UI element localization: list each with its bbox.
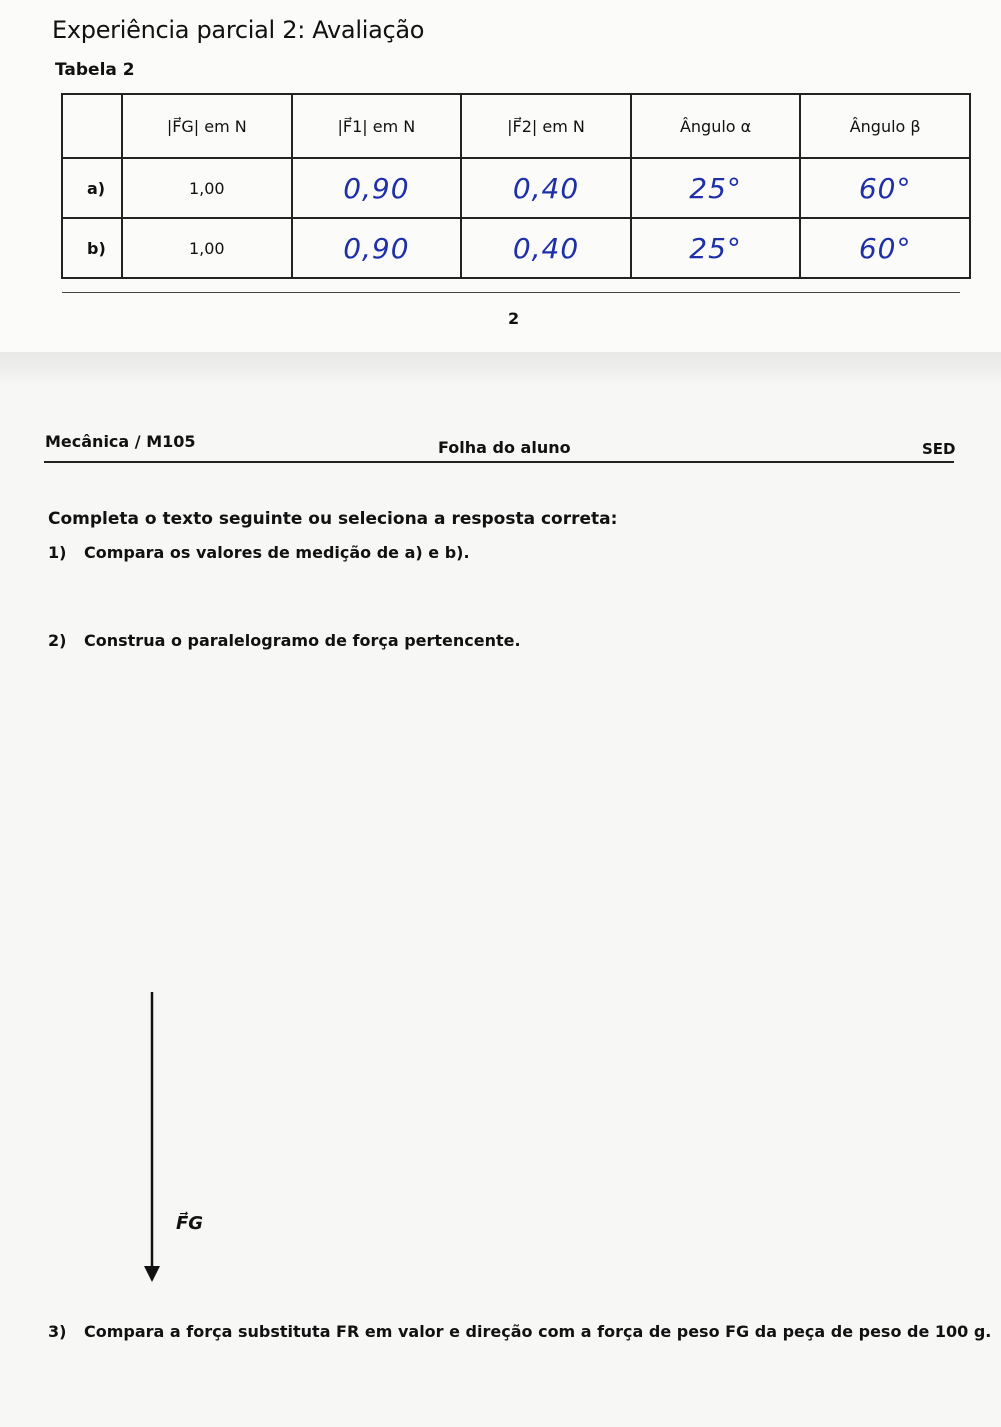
cell-f2 — [461, 158, 631, 218]
table-row — [62, 158, 970, 218]
cell-beta — [800, 218, 970, 278]
table-caption: Tabela 2 — [55, 60, 135, 80]
cell-beta — [800, 158, 970, 218]
question-number: 2) — [48, 631, 67, 650]
header-f2: |F⃗2| em N — [461, 94, 631, 158]
handwritten-beta: 60° — [858, 231, 912, 265]
question-number: 1) — [48, 543, 67, 562]
header-alpha: Ângulo α — [631, 94, 801, 158]
header-f1: |F⃗1| em N — [292, 94, 462, 158]
vector-label: F⃗G — [176, 1213, 204, 1234]
question-text: Compara a força substituta FR em valor e direção com a força de peso FG da peça de peso de 100 g. — [84, 1322, 992, 1341]
question-text: Construa o paralelogramo de força pertencente. — [84, 631, 521, 650]
sheet-type: Folha do aluno — [438, 438, 571, 457]
instruction-text: Completa o texto seguinte ou seleciona a resposta correta: — [48, 509, 618, 529]
row-label: a) — [62, 158, 122, 218]
question-1 — [48, 543, 470, 562]
page-separator — [0, 352, 1001, 382]
header-beta: Ângulo β — [800, 94, 970, 158]
header-fg: |F⃗G| em N — [122, 94, 292, 158]
table-header-row — [62, 94, 970, 158]
page-title: Experiência parcial 2: Avaliação — [52, 16, 425, 44]
header-empty — [62, 94, 122, 158]
handwritten-alpha: 25° — [689, 231, 742, 265]
question-2 — [48, 631, 521, 650]
cell-f2 — [461, 218, 631, 278]
footer-rule — [62, 292, 960, 293]
header-rule — [44, 461, 954, 463]
down-arrow-icon — [138, 992, 178, 1284]
publisher-mark: SED — [922, 440, 956, 458]
handwritten-alpha: 25° — [689, 171, 742, 205]
question-number: 3) — [48, 1322, 67, 1341]
cell-alpha — [631, 158, 801, 218]
handwritten-f2: 0,40 — [512, 231, 580, 265]
weight-force-vector — [138, 992, 178, 1284]
handwritten-f1: 0,90 — [343, 231, 410, 265]
cell-f1 — [292, 158, 462, 218]
cell-alpha — [631, 218, 801, 278]
row-label: b) — [62, 218, 122, 278]
question-text: Compara os valores de medição de a) e b). — [84, 543, 470, 562]
page-number: 2 — [508, 309, 520, 328]
handwritten-beta: 60° — [858, 171, 912, 205]
question-3 — [48, 1322, 991, 1341]
cell-fg: 1,00 — [122, 158, 292, 218]
cell-f1 — [292, 218, 462, 278]
measurement-table — [61, 93, 971, 279]
cell-fg: 1,00 — [122, 218, 292, 278]
handwritten-f2: 0,40 — [512, 171, 580, 205]
table-row — [62, 218, 970, 278]
course-code: Mecânica / M105 — [45, 432, 196, 451]
handwritten-f1: 0,90 — [343, 171, 410, 205]
